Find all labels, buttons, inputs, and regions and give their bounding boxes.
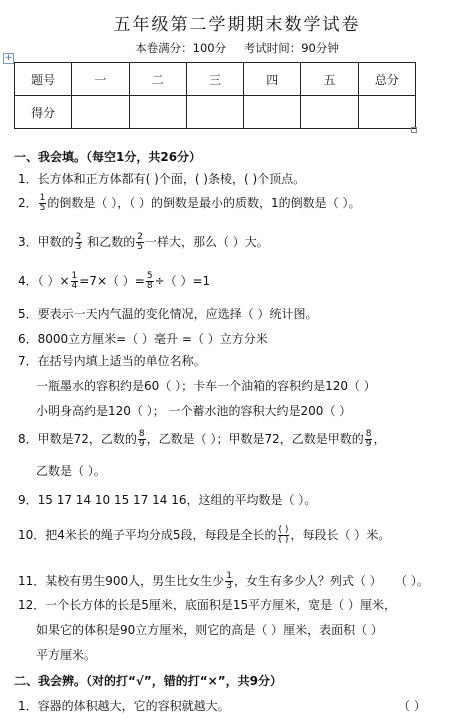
score-table-header-cell: 三 <box>186 63 243 96</box>
question-12-line-3: 平方厘米。 <box>36 648 97 662</box>
question-1: 1．长方体和正方体都有( )个面，( )条棱，( )个顶点。 <box>18 172 306 186</box>
score-cell[interactable] <box>301 96 358 129</box>
question-5: 5．要表示一天内气温的变化情况，应选择（ ）统计图。 <box>18 307 318 321</box>
score-cell[interactable] <box>358 96 415 129</box>
section-1-title: 一、我会填。（每空1分，共26分） <box>14 150 202 164</box>
question-9: 9．15 17 14 10 15 17 14 16，这组的平均数是（ ）。 <box>18 493 317 507</box>
score-table-header-cell: 一 <box>72 63 129 96</box>
question-12: 12．一个长方体的长是5厘米，底面积是15平方厘米，宽是（ ）厘米， <box>18 598 396 612</box>
question-7-line-1: 一瓶墨水的容积约是60（ ）；卡车一个油箱的容积约是120（ ） <box>36 379 376 393</box>
score-table-header-row <box>15 63 416 96</box>
fraction: $\frac{1}{3}$ <box>226 571 232 591</box>
question-11: 11．某校有男生900人，男生比女生少 $\frac{1}{3}$ ，女生有多少人？列式（ ） <box>18 571 382 591</box>
score-cell[interactable] <box>186 96 243 129</box>
question-10: 10．把4米长的绳子平均分成5段，每段是全长的 $\frac{( )}{( )}$ ，每段长（ ）米。 <box>18 525 391 545</box>
question-8: 8．甲数是72，乙数的 $\frac{8}{9}$ ，乙数是（ ）；甲数是72，乙数是甲数的 $\frac{8}{9}$ ， <box>18 429 386 449</box>
score-cell[interactable] <box>244 96 301 129</box>
score-cell[interactable] <box>72 96 129 129</box>
fraction: $\frac{1}{4}$ <box>71 271 78 291</box>
full-score-label: 本卷满分：100分 <box>135 41 227 55</box>
table-move-handle-icon[interactable]: + <box>4 53 13 63</box>
question-4: 4．（ ）× $\frac{1}{4}$ =7×（ ）= $\frac{5}{8}$ ÷（ ）=1 <box>18 271 211 291</box>
score-cell[interactable] <box>129 96 186 129</box>
score-table <box>14 62 416 129</box>
fraction: $\frac{2}{3}$ <box>75 232 82 252</box>
fraction: $\frac{2}{5}$ <box>137 232 143 252</box>
score-table-header-cell: 总分 <box>358 63 415 96</box>
score-table-header-cell: 题号 <box>15 63 72 96</box>
score-table-score-row <box>15 96 416 129</box>
question-8-line-2: 乙数是（ ）。 <box>36 464 106 478</box>
blank-fraction: $\frac{( )}{( )}$ <box>278 525 289 545</box>
question-6: 6．8000立方厘米=（ ）毫升 =（ ）立方分米 <box>18 332 268 346</box>
question-11-answer-paren: （ ）。 <box>395 574 429 588</box>
question-2: 2． $\frac{1}{5}$ 的倒数是（ ），（ ）的倒数是最小的质数，1的倒数是（ ）。 <box>18 193 361 213</box>
judge-question-1: 1．容器的体积越大，它的容积就越大。 <box>18 699 230 713</box>
question-3: 3．甲数的 $\frac{2}{3}$ 和乙数的 $\frac{2}{5}$ 一样大，那么（ ）大。 <box>18 232 269 252</box>
score-table-header-cell: 二 <box>129 63 186 96</box>
fraction: $\frac{1}{5}$ <box>39 193 46 213</box>
fraction: $\frac{8}{9}$ <box>365 429 372 449</box>
score-table-header-cell: 四 <box>244 63 301 96</box>
question-7: 7．在括号内填上适当的单位名称。 <box>18 354 206 368</box>
score-row-label: 得分 <box>15 96 72 129</box>
exam-subtitle <box>0 40 474 56</box>
section-2-title: 二、我会辨。（对的打“√”，错的打“×”，共9分） <box>14 674 282 688</box>
exam-time-label: 考试时间：90分钟 <box>243 41 339 55</box>
question-12-line-2: 如果它的体积是90立方厘米，则它的高是（ ）厘米，表面积（ ） <box>36 623 383 637</box>
table-resize-handle[interactable] <box>411 127 417 133</box>
fraction: $\frac{5}{8}$ <box>146 271 153 291</box>
score-table-header-cell: 五 <box>301 63 358 96</box>
question-7-line-2: 小明身高约是120（ ）； 一个蓄水池的容积大约是200（ ） <box>36 404 352 418</box>
judge-question-1-paren: （ ） <box>398 699 426 713</box>
exam-title: 五年级第二学期期末数学试卷 <box>113 15 361 35</box>
fraction: $\frac{8}{9}$ <box>138 429 145 449</box>
